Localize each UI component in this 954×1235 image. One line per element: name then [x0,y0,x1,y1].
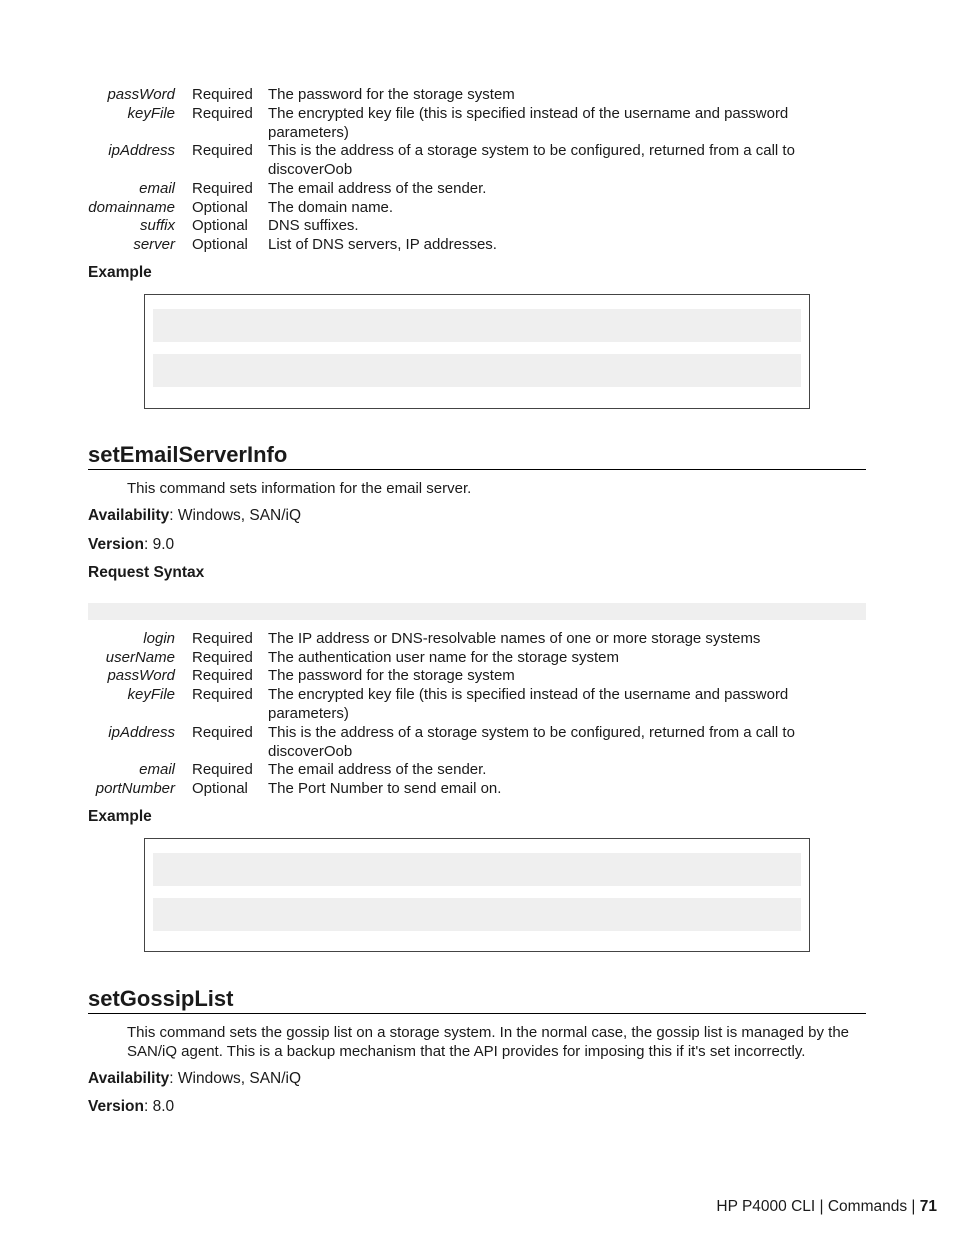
param-description: The authentication user name for the storage system [268,649,620,666]
param-description: The password for the storage system [268,667,515,684]
code-line [153,853,801,886]
availability-line [88,507,301,525]
param-description: The email address of the sender. [268,761,487,778]
section-description: This command sets the gossip list on a storage system. In the normal case, the gossip list is managed by the SAN/iQ agent. This is a backup mechanism that the API provides for imposing this if it's set incorrectly. [127,1024,850,1060]
code-line [153,309,801,342]
request-syntax-code [88,603,866,620]
param-name: email [139,180,175,197]
footer-text: HP P4000 CLI | Commands | [716,1198,920,1215]
code-line [153,354,801,387]
version-line [88,1098,174,1116]
param-requirement: Required [192,630,253,647]
param-name: suffix [139,217,175,234]
param-requirement: Required [192,667,253,684]
example-code-box [144,838,810,952]
param-requirement: Required [192,86,253,103]
param-name: ipAddress [108,142,175,159]
param-name: email [139,761,175,778]
param-name: server [133,236,175,253]
param-requirement: Required [192,761,253,778]
param-requirement: Required [192,649,253,666]
version-line [88,536,174,554]
param-name: ipAddress [108,724,175,741]
code-line [153,898,801,931]
availability-label: Availability [88,1070,170,1087]
param-name: passWord [107,667,175,684]
param-description: The encrypted key file (this is specified instead of the username and password parameters) [268,105,789,141]
param-name: userName [105,649,175,666]
param-name: login [143,630,175,647]
example-code-box [144,294,810,409]
param-description: The email address of the sender. [268,180,487,197]
availability-value: : Windows, SAN/iQ [169,507,302,524]
version-value: : 9.0 [144,536,175,553]
param-description: The IP address or DNS-resolvable names of one or more storage systems [268,630,761,647]
section-description: This command sets information for the email server. [127,480,472,497]
param-description: The encrypted key file (this is specified instead of the username and password parameters) [268,686,789,722]
param-requirement: Optional [192,780,248,797]
param-name: portNumber [95,780,175,797]
version-label: Version [88,1098,144,1115]
request-syntax-heading: Request Syntax [88,564,205,581]
param-name: keyFile [127,686,175,703]
param-requirement: Optional [192,236,248,253]
param-requirement: Required [192,686,253,703]
version-label: Version [88,536,144,553]
param-requirement: Required [192,105,253,122]
param-description: DNS suffixes. [268,217,359,234]
param-requirement: Required [192,724,253,741]
param-description: This is the address of a storage system to be configured, returned from a call to discoverOob [268,142,795,178]
param-requirement: Required [192,142,253,159]
example-heading: Example [88,264,152,281]
page-number: 71 [919,1198,937,1215]
example-heading: Example [88,808,152,825]
param-requirement: Optional [192,199,248,216]
availability-value: : Windows, SAN/iQ [169,1070,302,1087]
param-description: This is the address of a storage system to be configured, returned from a call to discoverOob [268,724,795,760]
availability-label: Availability [88,507,170,524]
param-name: domainname [88,199,175,216]
page-footer [716,1198,937,1216]
param-description: The Port Number to send email on. [268,780,502,797]
param-description: The password for the storage system [268,86,515,103]
param-description: The domain name. [268,199,394,216]
param-requirement: Optional [192,217,248,234]
param-name: keyFile [127,105,175,122]
section-title: setGossipList [88,986,866,1014]
param-name: passWord [107,86,175,103]
availability-line [88,1070,301,1088]
param-requirement: Required [192,180,253,197]
version-value: : 8.0 [144,1098,175,1115]
section-title: setEmailServerInfo [88,442,866,470]
param-description: List of DNS servers, IP addresses. [268,236,497,253]
